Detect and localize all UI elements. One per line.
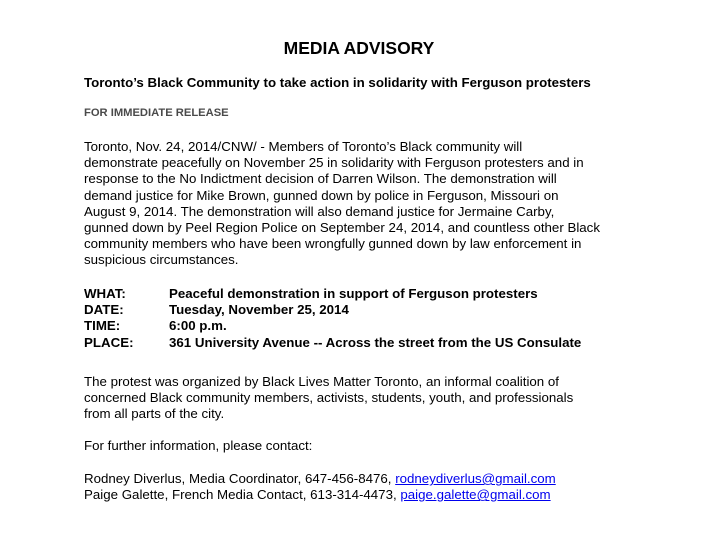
body-line: community members who have been wrongfully gunned down by law enforcement in xyxy=(84,236,582,252)
body-line: Toronto, Nov. 24, 2014/CNW/ - Members of Toronto’s Black community will xyxy=(84,139,523,154)
detail-row-place xyxy=(84,335,581,351)
body-line: demand justice for Mike Brown, gunned down by police in Ferguson, Missouri on xyxy=(84,187,559,203)
body-line: response to the No Indictment decision of Darren Wilson. The demonstration will xyxy=(84,171,557,187)
detail-value: Peaceful demonstration in support of Ferguson protesters xyxy=(169,286,538,301)
contact-intro: For further information, please contact: xyxy=(84,438,313,453)
detail-value: 6:00 p.m. xyxy=(169,318,227,334)
document-subtitle: Toronto’s Black Community to take action in solidarity with Ferguson protesters xyxy=(84,75,591,90)
detail-label: WHAT: xyxy=(84,286,126,301)
email-link-rodney[interactable]: rodneydiverlus@gmail.com xyxy=(395,471,556,486)
contact-rodney xyxy=(84,471,556,487)
detail-row-what xyxy=(84,286,581,302)
organizer-line: The protest was organized by Black Lives Matter Toronto, an informal coalition of xyxy=(84,374,559,389)
body-line: August 9, 2014. The demonstration will also demand justice for Jermaine Carby, xyxy=(84,203,555,219)
detail-row-time xyxy=(84,318,581,334)
contact-text: Rodney Diverlus, Media Coordinator, 647-456-8476, xyxy=(84,471,396,486)
detail-label: DATE: xyxy=(84,302,124,318)
release-label: FOR IMMEDIATE RELEASE xyxy=(84,107,229,119)
detail-value: Tuesday, November 25, 2014 xyxy=(169,302,349,318)
organizer-line: from all parts of the city. xyxy=(84,406,225,422)
detail-label: PLACE: xyxy=(84,334,134,350)
email-link-paige[interactable]: paige.galette@gmail.com xyxy=(400,487,551,503)
detail-value: 361 University Avenue -- Across the street from the US Consulate xyxy=(169,334,582,350)
body-paragraph xyxy=(84,139,600,269)
body-line: suspicious circumstances. xyxy=(84,252,239,268)
contact-list xyxy=(84,471,556,503)
contact-paige xyxy=(84,487,556,503)
body-line: gunned down by Peel Region Police on September 24, 2014, and countless other Black xyxy=(84,220,600,236)
event-details xyxy=(84,286,581,351)
organizer-paragraph xyxy=(84,374,573,423)
detail-row-date xyxy=(84,302,581,318)
body-line: demonstrate peacefully on November 25 in solidarity with Ferguson protesters and in xyxy=(84,155,584,171)
detail-label: TIME: xyxy=(84,318,121,334)
contact-text: Paige Galette, French Media Contact, 613-314-4473, xyxy=(84,487,401,503)
organizer-line: concerned Black community members, activists, students, youth, and professionals xyxy=(84,390,574,406)
document-title: MEDIA ADVISORY xyxy=(283,38,435,58)
